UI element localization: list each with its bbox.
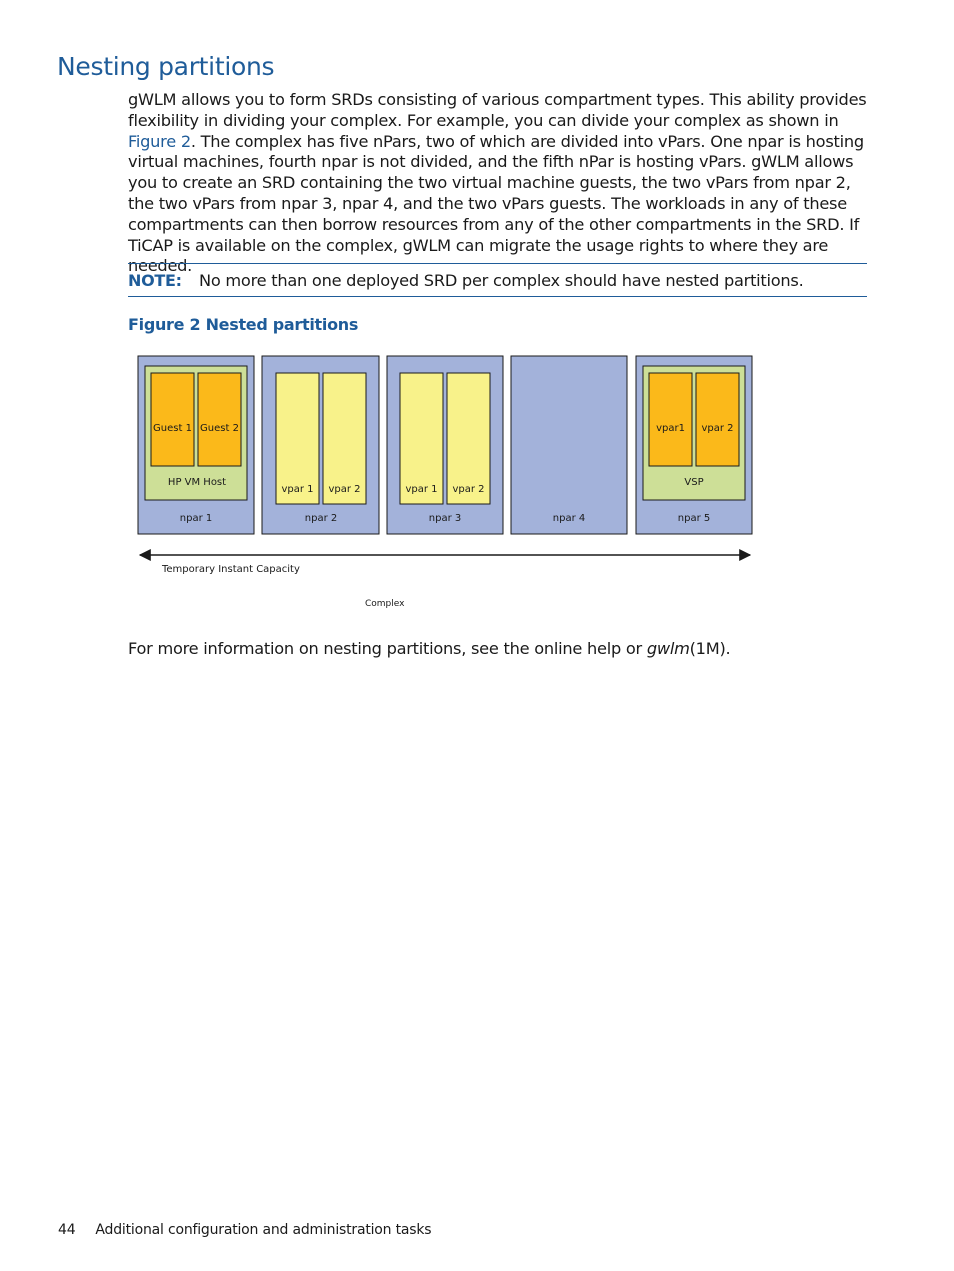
npar-3 — [387, 356, 503, 534]
npar-5-vpar-1-box — [649, 373, 692, 466]
npar-3-label: npar 3 — [428, 513, 462, 524]
npar-5-vpar-2-box — [696, 373, 739, 466]
vsp-label: VSP — [684, 477, 704, 488]
figure-caption: Figure 2 Nested partitions — [128, 315, 359, 334]
more-info-paragraph — [128, 639, 870, 660]
page-footer — [58, 1222, 431, 1238]
vm-host-label: HP VM Host — [167, 477, 227, 488]
guest-1-box — [151, 373, 194, 466]
npar-4-box — [511, 356, 627, 534]
npar-3-vpar-1-label: vpar 1 — [405, 484, 438, 495]
npar-2 — [262, 356, 379, 534]
npar-2-label: npar 2 — [304, 513, 338, 524]
npar-5-vpar-2-label: vpar 2 — [701, 423, 734, 434]
guest-2-box — [198, 373, 241, 466]
section-title: Nesting partitions — [57, 52, 275, 81]
footer-section-title: Additional configuration and administration tasks — [95, 1222, 432, 1238]
guest-1-label: Guest 1 — [153, 423, 192, 434]
ticap-label: Temporary Instant Capacity — [162, 564, 300, 575]
npar-5 — [636, 356, 752, 534]
intro-text-after-link: . The complex has five nPars, two of which are divided into vPars. One npar is hosting virtual machines, fourth npar is not divided, and the fifth nPar is hosting vPars. gWLM allows you to create an SRD containing the two virtual machine guests, the two vPars from npar 2, the two vPars from npar 3, npar 4, and the two vPars guests. The workloads in any of these compartments can then borrow resources from any of the other compartments in the SRD. If TiCAP is available on the complex, gWLM can migrate the usage rights to where they are needed. — [128, 131, 864, 276]
guest-2-label: Guest 2 — [200, 423, 239, 434]
page-number: 44 — [58, 1222, 76, 1238]
note-label: NOTE: — [128, 271, 182, 290]
more-info-text: For more information on nesting partitions, see the online help or — [128, 639, 647, 658]
gwlm-manpage-ref: gwlm — [646, 639, 690, 658]
npar-3-vpar-2-label: vpar 2 — [452, 484, 485, 495]
npar-1-label: npar 1 — [179, 513, 213, 524]
more-info-suffix: (1M). — [689, 639, 731, 658]
npar-5-label: npar 5 — [677, 513, 711, 524]
npar-4-label: npar 4 — [552, 513, 586, 524]
npar-4 — [511, 356, 627, 534]
complex-label: Complex — [365, 599, 405, 609]
nested-partitions-diagram — [0, 0, 954, 620]
npar-5-vpar-1-label: vpar1 — [656, 423, 685, 434]
npar-2-vpar-2-label: vpar 2 — [328, 484, 361, 495]
npar-2-vpar-1-label: vpar 1 — [281, 484, 314, 495]
intro-text-before-link: gWLM allows you to form SRDs consisting of various compartment types. This ability provides flexibility in dividing your complex. For example, you can divide your complex as shown in — [128, 90, 867, 130]
note-text: No more than one deployed SRD per complex should have nested partitions. — [199, 271, 804, 290]
npar-1 — [138, 356, 254, 534]
figure-2-link[interactable]: Figure 2 — [128, 131, 191, 151]
